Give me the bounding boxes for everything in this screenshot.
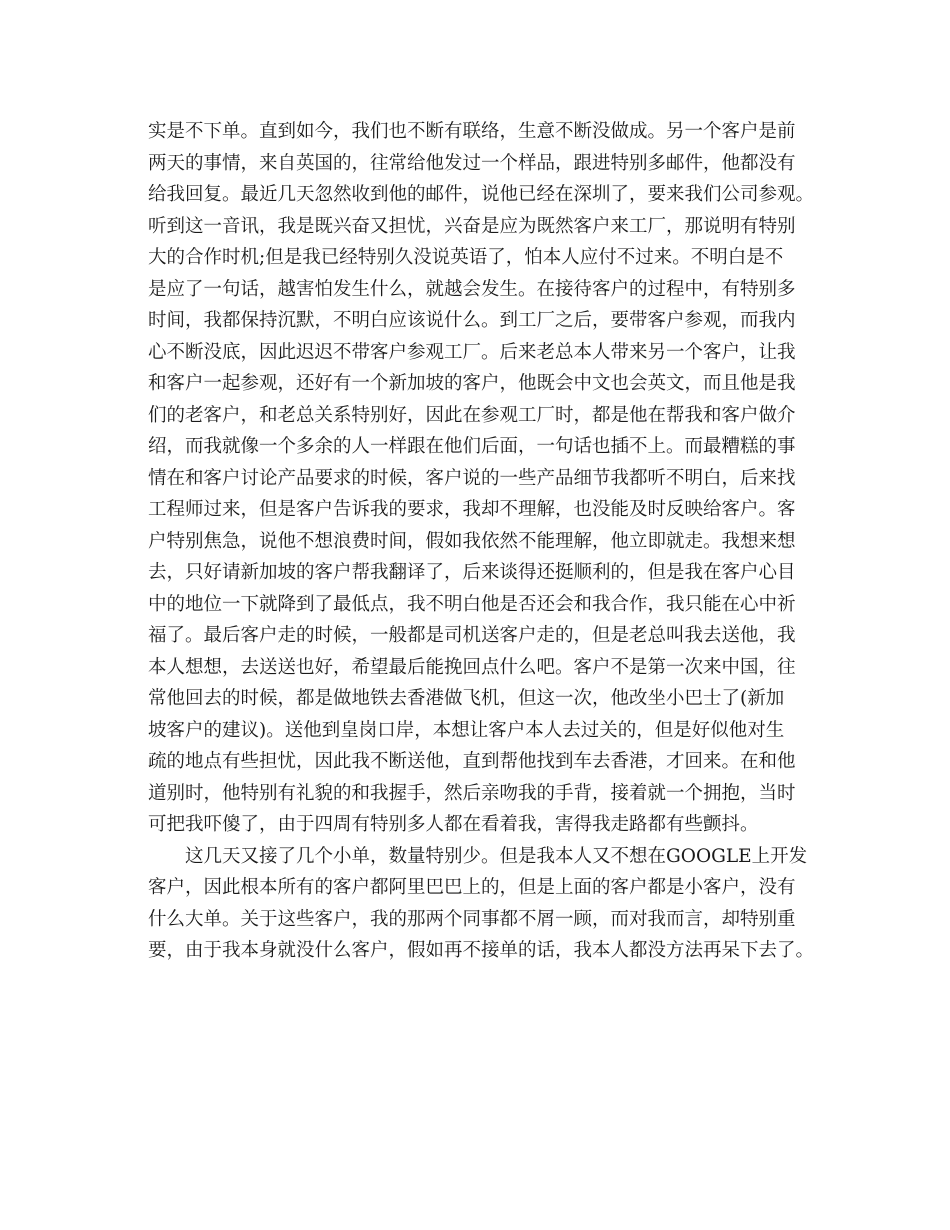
text-line: 们的老客户，和老总关系特别好，因此在参观工厂时，都是他在帮我和客户做介 <box>148 404 796 426</box>
text-line: 绍，而我就像一个多余的人一样跟在他们后面，一句话也插不上。而最糟糕的事 <box>148 436 796 457</box>
text-line: 中的地位一下就降到了最低点，我不明白他是否还会和我合作，我只能在心中祈 <box>148 593 796 615</box>
text-line: 给我回复。最近几天忽然收到他的邮件，说他已经在深圳了，要来我们公司参观。 <box>148 184 815 205</box>
text-line: 两天的事情，来自英国的，往常给他发过一个样品，跟进特别多邮件，他都没有 <box>148 152 796 174</box>
text-line: 要，由于我本身就没什么客户，假如再不接单的话，我本人都没方法再呆下去了。 <box>148 940 815 961</box>
text-line: 这几天又接了几个小单，数量特别少。但是我本人又不想在GOOGLE上开发 <box>148 845 808 867</box>
text-line: 大的合作时机;但是我已经特别久没说英语了，怕本人应付不过来。不明白是不 <box>148 247 784 268</box>
text-line: 心不断没底，因此迟迟不带客户参观工厂。后来老总本人带来另一个客户，让我 <box>148 341 796 363</box>
text-line: 坡客户的建议)。送他到皇岗口岸，本想让客户本人去过关的，但是好似他对生 <box>148 719 785 741</box>
text-line: 去，只好请新加坡的客户帮我翻译了，后来谈得还挺顺利的，但是我在客户心目 <box>148 562 796 583</box>
text-line: 情在和客户讨论产品要求的时候，客户说的一些产品细节我都听不明白，后来找 <box>148 467 796 489</box>
text-line: 工程师过来，但是客户告诉我的要求，我却不理解，也没能及时反映给客户。客 <box>148 499 796 520</box>
text-line: 客户，因此根本所有的客户都阿里巴巴上的，但是上面的客户都是小客户，没有 <box>148 877 796 898</box>
text-line: 听到这一音讯，我是既兴奋又担忧，兴奋是应为既然客户来工厂，那说明有特别 <box>148 215 796 237</box>
text-line: 常他回去的时候，都是做地铁去香港做飞机，但这一次，他改坐小巴士了(新加 <box>148 688 785 709</box>
text-line: 是应了一句话，越害怕发生什么，就越会发生。在接待客户的过程中，有特别多 <box>148 278 796 300</box>
text-line: 什么大单。关于这些客户，我的那两个同事都不屑一顾，而对我而言，却特别重 <box>148 908 796 930</box>
text-line: 道别时，他特别有礼貌的和我握手，然后亲吻我的手背，接着就一个拥抱，当时 <box>148 782 796 804</box>
body-text <box>148 116 828 967</box>
text-line: 福了。最后客户走的时候，一般都是司机送客户走的，但是老总叫我去送他，我 <box>148 625 796 646</box>
text-line: 实是不下单。直到如今，我们也不断有联络，生意不断没做成。另一个客户是前 <box>148 121 796 142</box>
text-line: 和客户一起参观，还好有一个新加坡的客户，他既会中文也会英文，而且他是我 <box>148 373 796 394</box>
paragraph-1 <box>148 116 828 841</box>
text-line: 户特别焦急，说他不想浪费时间，假如我依然不能理解，他立即就走。我想来想 <box>148 530 796 552</box>
text-line: 时间，我都保持沉默，不明白应该说什么。到工厂之后，要带客户参观，而我内 <box>148 310 796 331</box>
text-line: 可把我吓傻了，由于四周有特别多人都在看着我，害得我走路都有些颤抖。 <box>148 814 759 835</box>
paragraph-2 <box>148 841 828 967</box>
text-line: 疏的地点有些担忧，因此我不断送他，直到帮他找到车去香港，才回来。在和他 <box>148 751 796 772</box>
text-line: 本人想想，去送送也好，希望最后能挽回点什么吧。客户不是第一次来中国，往 <box>148 656 796 678</box>
